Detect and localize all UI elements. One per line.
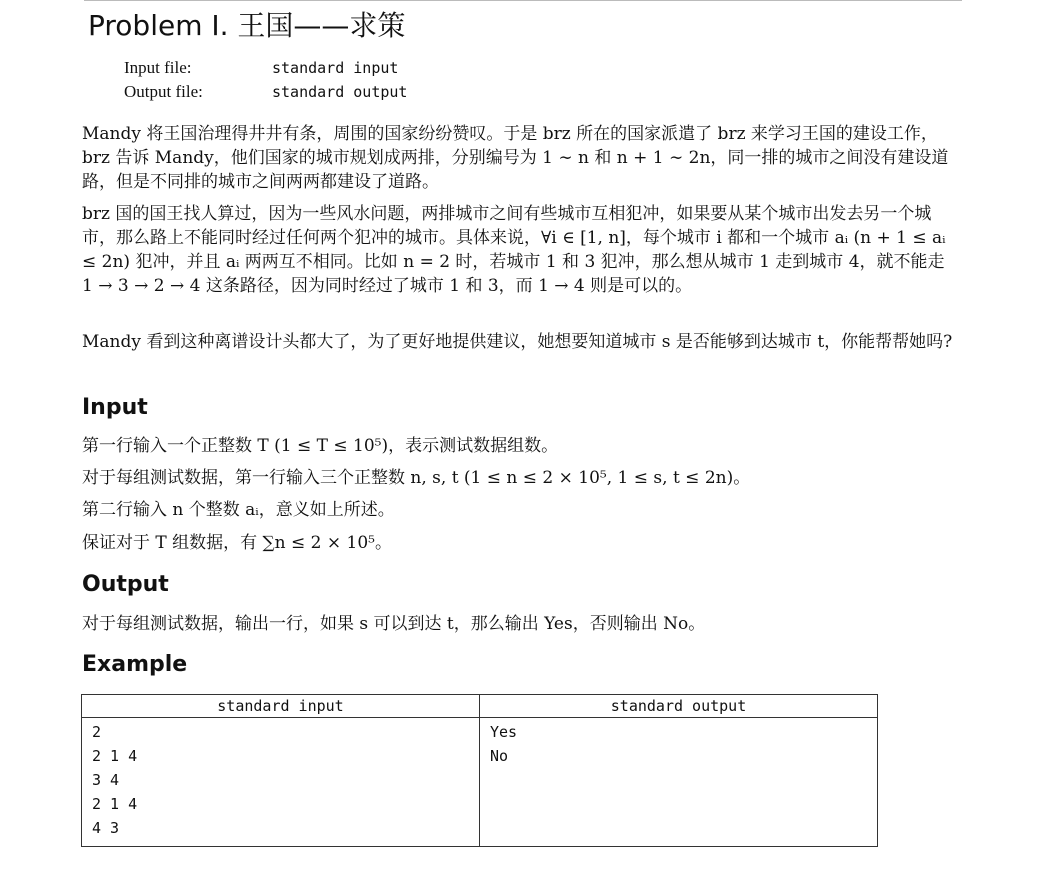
example-input-column [82, 718, 479, 846]
problem-title: Problem I. 王国——求策 [88, 9, 406, 42]
input-line-3: 第二行输入 n 个整数 aᵢ，意义如上所述。 [82, 500, 395, 520]
input-line-4: 保证对于 T 组数据，有 ∑n ≤ 2 × 10⁵。 [82, 533, 393, 553]
output-file-label: Output file: [124, 82, 203, 101]
input-line-2: 对于每组测试数据，第一行输入三个正整数 n, s, t (1 ≤ n ≤ 2 × 10⁵, 1 ≤ s, t ≤ 2n)。 [82, 468, 751, 488]
statement-paragraph-2: brz 国的国王找人算过，因为一些风水问题，两排城市之间有些城市互相犯冲，如果要从某个城市出发去另一个城市，那么路上不能同时经过任何两个犯冲的城市。具体来说，∀i ∈ [1, n]，每个城市 i 都和一个城市 aᵢ (n + 1 ≤ aᵢ ≤ 2n) 犯冲，并且 aᵢ 两两互不相同。比如 n = 2 时，若城市 1 和 3 犯冲，那么想从城市 1 走到城市 4，就不能走 1 → 3 → 2 → 4 这条路径，因为同时经过了城市 1 和 3，而 1 → 4 则是可以的。 [82, 204, 946, 296]
example-input-line: 4 3 [92, 819, 120, 837]
example-input-line: 3 4 [92, 771, 120, 789]
statement-paragraph-3: Mandy 看到这种离谱设计头都大了，为了更好地提供建议，她想要知道城市 s 是否能够到达城市 t，你能帮帮她吗? [82, 332, 953, 352]
statement-paragraph-1: Mandy 将王国治理得井井有条，周围的国家纷纷赞叹。于是 brz 所在的国家派遣了 brz 来学习王国的建设工作，brz 告诉 Mandy，他们国家的城市规划成两排，分别编号为 1 ∼ n 和 n + 1 ∼ 2n，同一排的城市之间没有建设道路，但是不同排的城市之间两两都建设了道路。 [82, 124, 949, 192]
top-rule [84, 0, 962, 1]
output-file-row [124, 80, 407, 104]
example-output-column [480, 718, 877, 846]
output-line-1: 对于每组测试数据，输出一行，如果 s 可以到达 t，那么输出 Yes，否则输出 No。 [82, 614, 706, 634]
output-file-value: standard output [272, 83, 408, 101]
example-table [81, 694, 878, 847]
io-files [124, 56, 407, 104]
input-file-value: standard input [272, 59, 399, 77]
example-heading: Example [82, 652, 188, 677]
example-input-header: standard input [82, 695, 479, 718]
example-output-line: No [490, 747, 509, 765]
example-input-line: 2 1 4 [92, 747, 138, 765]
output-heading: Output [82, 572, 169, 597]
input-line-1: 第一行输入一个正整数 T (1 ≤ T ≤ 10⁵)，表示测试数据组数。 [82, 436, 559, 456]
example-output-header: standard output [480, 695, 877, 718]
example-output-line: Yes [490, 723, 518, 741]
input-heading: Input [82, 395, 148, 420]
example-input-line: 2 [92, 723, 102, 741]
example-input-line: 2 1 4 [92, 795, 138, 813]
input-file-label: Input file: [124, 58, 192, 77]
input-file-row [124, 56, 407, 80]
